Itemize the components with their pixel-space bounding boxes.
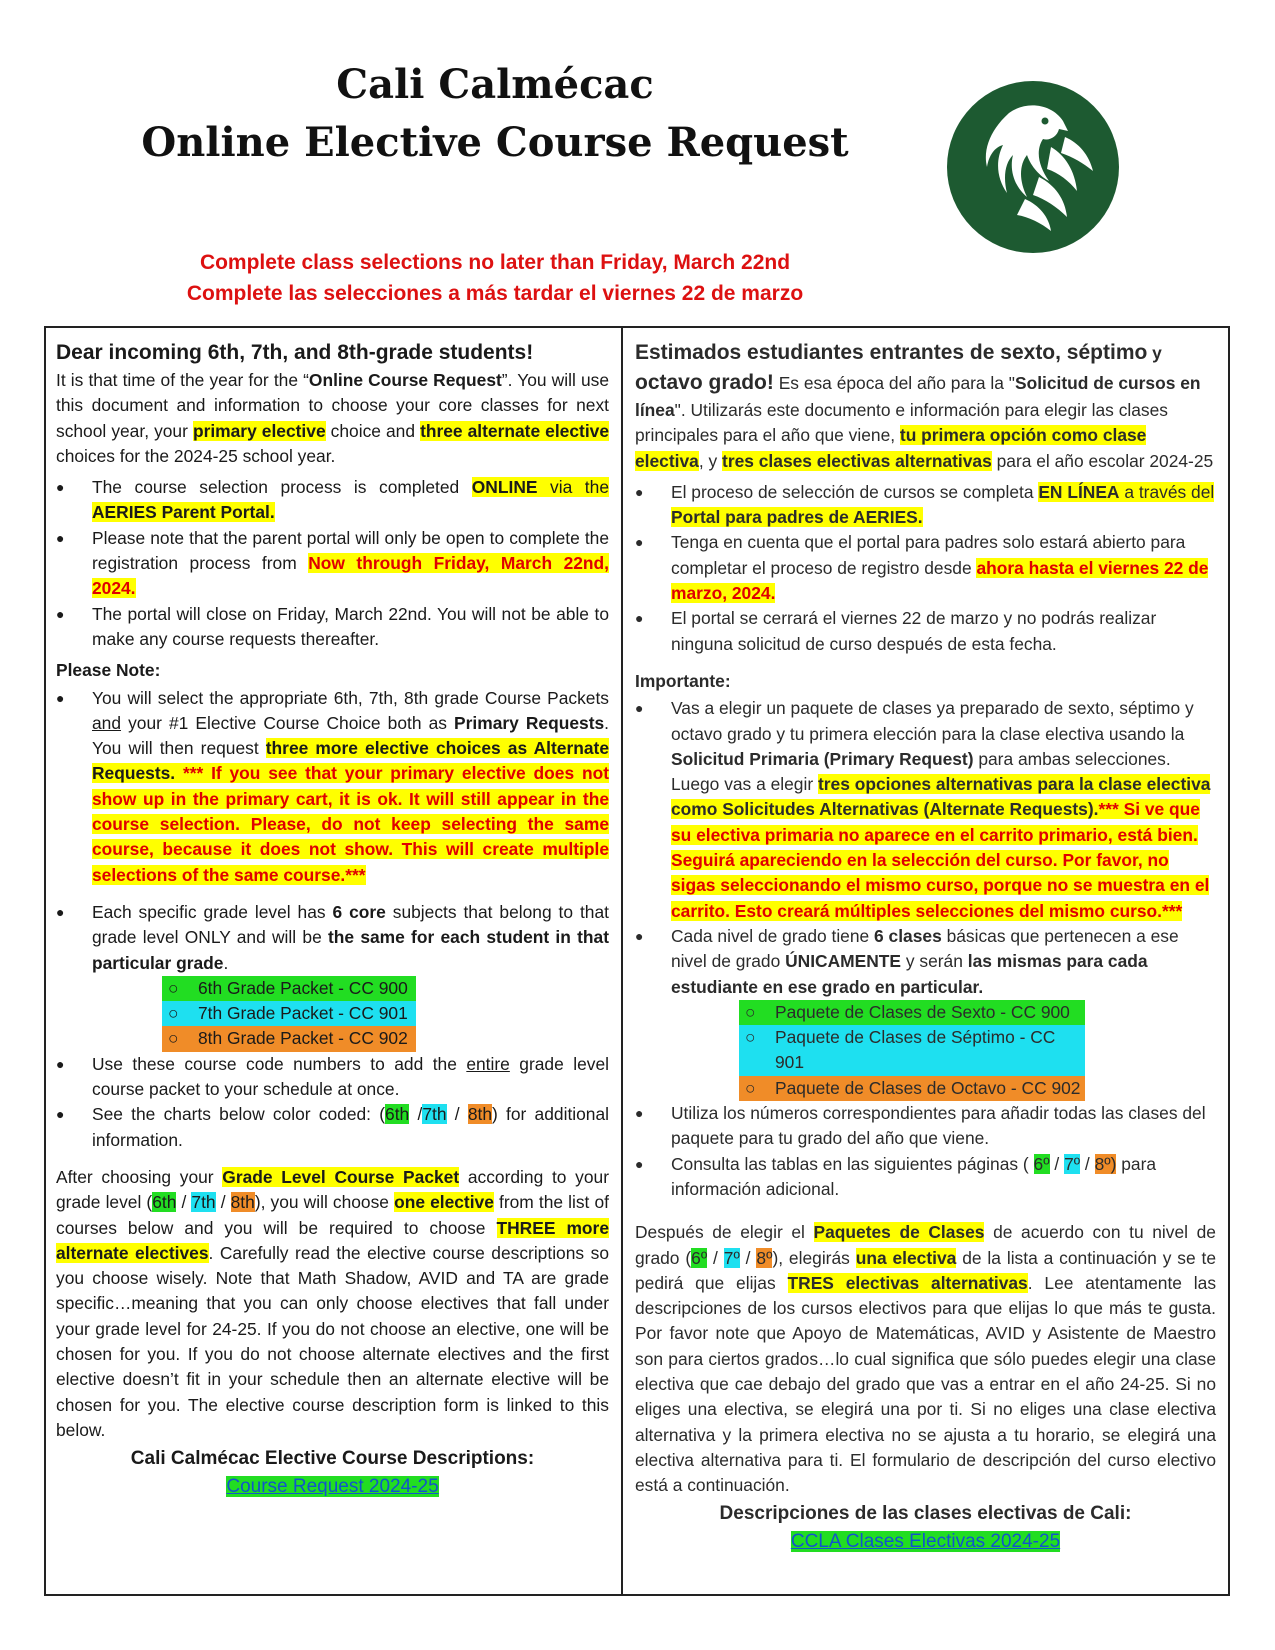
list-item: ● Cada nivel de grado tiene 6 clases básicas que pertenecen a ese nivel de grado ÚNICAMENTE y serán las mismas para cada estudiante en ese grado en particular. ○ Paquete de Clases de Sexto - CC 900 ○ Paquete de Clases de Séptimo - CC 901 ○ Paquete de Clases de Octavo - CC 902 bbox=[635, 924, 1216, 1101]
deadline-notice bbox=[120, 247, 870, 309]
list-item: ● Consulta las tablas en las siguientes páginas ( 6º / 7º / 8º) para información adicional. bbox=[635, 1152, 1216, 1203]
title-line-1: Cali Calmécac bbox=[336, 61, 654, 108]
spanish-intro: Estimados estudiantes entrantes de sexto, séptimo y octavo grado! Es esa época del año para la "Solicitud de cursos en línea". Utilizarás este documento e información para elegir las clases principales para el año que viene, tu primera opción como clase electiva, y tres clases electivas alternativas para el año escolar 2024-25 bbox=[635, 341, 1214, 471]
deadline-english: Complete class selections no later than Friday, March 22nd bbox=[199, 251, 791, 274]
list-item: ● Each specific grade level has 6 core subjects that belong to that grade level ONLY and will be the same for each student in that particular grade. ○ 6th Grade Packet - CC 900 ○ 7th Grade Packet - CC 901 ○ 8th Grade Packet - CC 902 bbox=[56, 900, 609, 1052]
list-item: ● You will select the appropriate 6th, 7th, 8th grade Course Packets and your #1 Elective Course Choice both as Primary Requests. You will then request three more elective choices as Alternate Requests. *** If you see that your primary elective does not show up in the primary cart, it is ok. It will still appear in the course selection. Please, do not keep selecting the same course, because it does not show. This will create multiple selections of the same course.*** bbox=[56, 686, 609, 888]
spanish-packet-list bbox=[739, 1000, 1216, 1101]
list-item: ● El portal se cerrará el viernes 22 de marzo y no podrás realizar ninguna solicitud de curso después de esta fecha. bbox=[635, 606, 1216, 657]
english-column bbox=[46, 328, 623, 1594]
course-request-link[interactable]: Course Request 2024-25 bbox=[226, 1476, 439, 1498]
list-item: ● The portal will close on Friday, March 22nd. You will not be able to make any course requests thereafter. bbox=[56, 602, 609, 653]
importante-label: Importante: bbox=[635, 670, 731, 691]
packet-octavo: ○ Paquete de Clases de Octavo - CC 902 bbox=[739, 1076, 1085, 1101]
document-title bbox=[120, 56, 870, 172]
packet-8th: ○ 8th Grade Packet - CC 902 bbox=[162, 1026, 416, 1051]
packet-6th: ○ 6th Grade Packet - CC 900 bbox=[162, 976, 416, 1001]
list-item: ● The course selection process is completed ONLINE via the AERIES Parent Portal. bbox=[56, 475, 609, 526]
spanish-link-title: Descripciones de las clases electivas de Cali: bbox=[719, 1503, 1132, 1525]
english-elective-paragraph: After choosing your Grade Level Course Packet according to your grade level (6th / 7th / 8th), you will choose one elective from the list of courses below and you will be required to choose THREE more alternate electives. Carefully read the elective course descriptions so you choose wisely. Note that Math Shadow, AVID and TA are grade specific…meaning that you can only choose electives that fall under your grade level for 24-25. If you do not choose an elective, one will be chosen for you. If you do not choose alternate electives and the first elective doesn’t fit in your schedule then an alternate elective will be chosen for you. The elective course description form is linked to this below. bbox=[56, 1166, 609, 1440]
packet-7th: ○ 7th Grade Packet - CC 901 bbox=[162, 1001, 416, 1026]
ccla-electivas-link[interactable]: CCLA Clases Electivas 2024-25 bbox=[790, 1531, 1061, 1553]
list-item: ● El proceso de selección de cursos se completa EN LÍNEA a través del Portal para padres de AERIES. bbox=[635, 480, 1216, 531]
spanish-process-list bbox=[635, 480, 1216, 657]
list-item: ● Vas a elegir un paquete de clases ya preparado de sexto, séptimo y octavo grado y tu primera elección para la clase electiva usando la Solicitud Primaria (Primary Request) para ambas selecciones. Luego vas a elegir tres opciones alternativas para la clase electiva como Solicitudes Alternativas (Alternate Requests).*** Si ve que su electiva primaria no aparece en el carrito primario, está bien. Seguirá apareciendo en la selección del curso. Por favor, no sigas seleccionando el mismo curso, porque no se muestra en el carrito. Esto creará múltiples selecciones del mismo curso.*** bbox=[635, 696, 1216, 924]
list-item: ● Use these course code numbers to add the entire grade level course packet to your schedule at once. bbox=[56, 1052, 609, 1103]
english-notes-list bbox=[56, 686, 609, 1153]
english-intro: It is that time of the year for the “Online Course Request”. You will use this document and information to choose your core classes for next school year, your primary elective choice and three alternate elective choices for the 2024-25 school year. bbox=[56, 370, 609, 466]
deadline-spanish: Complete las selecciones a más tardar el viernes 22 de marzo bbox=[186, 282, 804, 305]
packet-sexto: ○ Paquete de Clases de Sexto - CC 900 bbox=[739, 1000, 1085, 1025]
list-item: ● Please note that the parent portal will only be open to complete the registration process from Now through Friday, March 22nd, 2024. bbox=[56, 526, 609, 602]
english-heading: Dear incoming 6th, 7th, and 8th-grade students! bbox=[56, 341, 534, 364]
english-process-list bbox=[56, 475, 609, 652]
spanish-column bbox=[623, 328, 1228, 1594]
list-item: ● Tenga en cuenta que el portal para padres solo estará abierto para completar el proceso de registro desde ahora hasta el viernes 22 de marzo, 2024. bbox=[635, 530, 1216, 606]
please-note-label: Please Note: bbox=[56, 660, 161, 681]
instructions-table bbox=[44, 326, 1230, 1596]
list-item: ● See the charts below color coded: (6th /7th / 8th) for additional information. bbox=[56, 1102, 609, 1153]
packet-septimo: ○ Paquete de Clases de Séptimo - CC 901 bbox=[739, 1025, 1085, 1076]
spanish-notes-list bbox=[635, 696, 1216, 1202]
title-line-2: Online Elective Course Request bbox=[141, 119, 849, 166]
falcon-emblem-icon bbox=[947, 81, 1119, 253]
english-packet-list bbox=[162, 976, 609, 1052]
list-item: ● Utiliza los números correspondientes para añadir todas las clases del paquete para tu grado del año que viene. bbox=[635, 1101, 1216, 1152]
spanish-elective-paragraph: Después de elegir el Paquetes de Clases de acuerdo con tu nivel de grado (6º / 7º / 8º), elegirás una electiva de la lista a continuación y se te pedirá que elijas TRES electivas alternativas. Lee atentamente las descripciones de los cursos electivos para que elijas lo que más te gusta. Por favor note que Apoyo de Matemáticas, AVID y Asistente de Maestro son para ciertos grados…lo cual significa que sólo puedes elegir una clase electiva que cae debajo del grado que vas a entrar en el año 24-25. Si no eliges una electiva, se elegirá una por ti. Si no eliges una clase electiva alternativa y la primera electiva no se ajusta a tu horario, se elegirá una electiva alternativa para ti. El formulario de descripción del curso electivo está a continuación. bbox=[635, 1222, 1217, 1496]
english-link-title: Cali Calmécac Elective Course Descriptions: bbox=[130, 1448, 535, 1470]
